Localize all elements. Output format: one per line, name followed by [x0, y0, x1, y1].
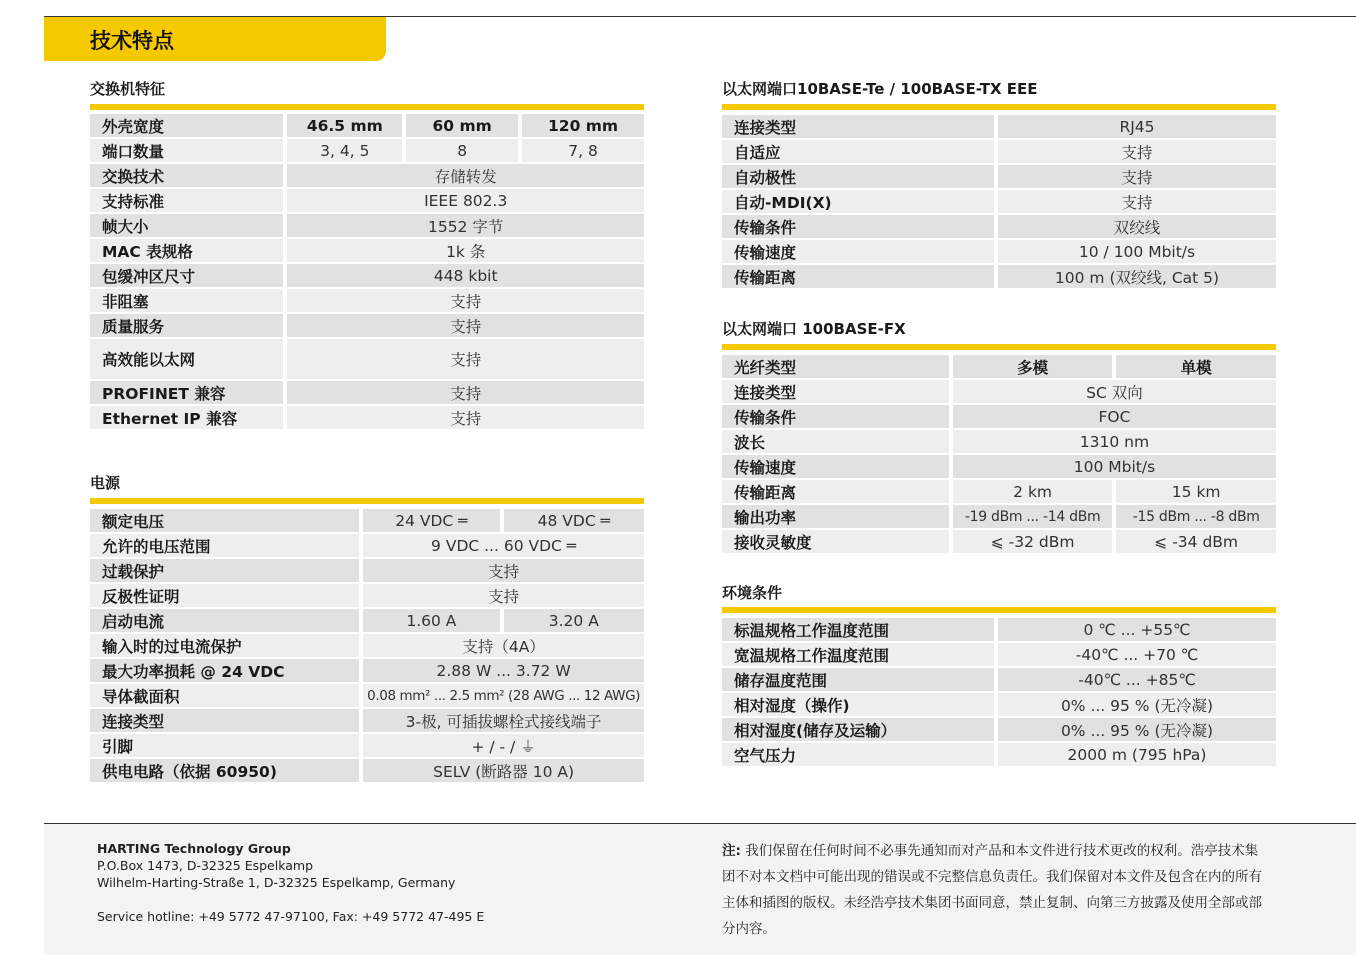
table-row [90, 406, 644, 429]
row-label: 外壳宽度 [90, 114, 283, 137]
row-value: 0% ... 95 % (无冷凝) [998, 718, 1276, 741]
switch-features-title: 交换机特征 [90, 80, 166, 98]
address-line-2: Wilhelm-Harting-Straße 1, D-32325 Espelkamp, Germany [97, 875, 456, 890]
table-row [90, 559, 644, 582]
row-value: 存储转发 [287, 164, 644, 187]
table-row [90, 189, 644, 212]
row-value: 支持 [287, 381, 644, 404]
table-row [722, 265, 1276, 288]
row-value: -40℃ ... +85℃ [998, 668, 1276, 691]
row-label: 标温规格工作温度范围 [722, 618, 994, 641]
row-value: 3-极, 可插拔螺栓式接线端子 [363, 709, 644, 732]
row-label: 相对湿度(储存及运输） [722, 718, 994, 741]
row-value: -19 dBm ... -14 dBm [953, 505, 1112, 528]
row-value: 支持 [998, 165, 1276, 188]
table-row [722, 668, 1276, 691]
row-value: 支持 [363, 559, 644, 582]
table-row [722, 618, 1276, 641]
table-row [90, 339, 644, 379]
table-row [722, 430, 1276, 453]
row-value: -15 dBm ... -8 dBm [1116, 505, 1276, 528]
row-value: 100 m (双绞线, Cat 5) [998, 265, 1276, 288]
ethernet-tx-table [718, 113, 1280, 290]
footer-contact [97, 840, 484, 925]
row-value: 9 VDC ... 60 VDC ═ [363, 534, 644, 557]
row-value: IEEE 802.3 [287, 189, 644, 212]
table-row [722, 380, 1276, 403]
row-value: SC 双向 [953, 380, 1276, 403]
row-label: 过载保护 [90, 559, 359, 582]
row-value: 支持 [998, 140, 1276, 163]
row-value: 3, 4, 5 [287, 139, 402, 162]
note-text: 我们保留在任何时间不必事先通知而对产品和本文件进行技术更改的权利。浩亭技术集团不对本文档中可能出现的错误或不完整信息负责任。我们保留对本文件及包含在内的所有主体和插图的版权。未经浩亭技术集团书面同意，禁止复制、向第三方披露及使用全部或部分内容。 [722, 843, 1262, 937]
table-row [90, 609, 644, 632]
row-value: 2 km [953, 480, 1112, 503]
row-label: 导体截面积 [90, 684, 359, 707]
row-label: 启动电流 [90, 609, 359, 632]
ethernet-fx-title: 以太网端口 100BASE-FX [722, 320, 906, 338]
environment-table [718, 616, 1280, 768]
table-row [90, 139, 644, 162]
table-row [722, 743, 1276, 766]
row-value: 2000 m (795 hPa) [998, 743, 1276, 766]
row-value: -40℃ ... +70 ℃ [998, 643, 1276, 666]
table-row [722, 530, 1276, 553]
row-value: 支持 [287, 339, 644, 379]
table-row [722, 355, 1276, 378]
table-row [90, 264, 644, 287]
row-label: 额定电压 [90, 509, 359, 532]
table-row [722, 718, 1276, 741]
table-row [90, 634, 644, 657]
table-row [90, 314, 644, 337]
row-value: 支持（4A） [363, 634, 644, 657]
row-label: MAC 表规格 [90, 239, 283, 262]
table-row [722, 480, 1276, 503]
row-value: 60 mm [406, 114, 518, 137]
table-row [90, 684, 644, 707]
address-line-1: P.O.Box 1473, D-32325 Espelkamp [97, 858, 314, 873]
table-row [90, 509, 644, 532]
row-label: 空气压力 [722, 743, 994, 766]
table-row [90, 584, 644, 607]
row-value: 1552 字节 [287, 214, 644, 237]
row-value: 支持 [363, 584, 644, 607]
table-row [722, 240, 1276, 263]
row-value: 0% ... 95 % (无冷凝) [998, 693, 1276, 716]
row-value: 100 Mbit/s [953, 455, 1276, 478]
row-value: 8 [406, 139, 518, 162]
ethernet-fx-table [718, 353, 1280, 555]
ethernet-tx-title: 以太网端口10BASE-Te / 100BASE-TX EEE [722, 80, 1038, 98]
row-value: 1k 条 [287, 239, 644, 262]
row-label: 传输距离 [722, 265, 994, 288]
row-label: 反极性证明 [90, 584, 359, 607]
row-label: PROFINET 兼容 [90, 381, 283, 404]
company-name: HARTING Technology Group [97, 841, 291, 856]
row-value: 46.5 mm [287, 114, 402, 137]
row-value: ⩽ -32 dBm [953, 530, 1112, 553]
row-value: 10 / 100 Mbit/s [998, 240, 1276, 263]
row-value: 支持 [287, 314, 644, 337]
table-row [90, 239, 644, 262]
table-row [90, 659, 644, 682]
table-row [722, 643, 1276, 666]
row-value: 7, 8 [522, 139, 644, 162]
environment-bar [722, 607, 1276, 613]
table-row [90, 534, 644, 557]
row-value: FOC [953, 405, 1276, 428]
table-row [90, 214, 644, 237]
ethernet-tx-bar [722, 104, 1276, 110]
row-value: 48 VDC ═ [504, 509, 644, 532]
row-value: 3.20 A [504, 609, 644, 632]
row-label: 输入时的过电流保护 [90, 634, 359, 657]
row-label: 供电电路（依据 60950) [90, 759, 359, 782]
row-label: 相对湿度（操作) [722, 693, 994, 716]
table-row [722, 405, 1276, 428]
row-label: 传输条件 [722, 215, 994, 238]
row-label: 连接类型 [90, 709, 359, 732]
table-row [722, 165, 1276, 188]
row-label: 接收灵敏度 [722, 530, 949, 553]
footer-note [722, 838, 1270, 942]
row-label: 输出功率 [722, 505, 949, 528]
row-label: 帧大小 [90, 214, 283, 237]
row-value: 0.08 mm² ... 2.5 mm² (28 AWG ... 12 AWG) [363, 684, 644, 707]
table-row [722, 140, 1276, 163]
row-label: 非阻塞 [90, 289, 283, 312]
row-value: 单模 [1116, 355, 1276, 378]
ethernet-fx-bar [722, 344, 1276, 350]
table-row [90, 114, 644, 137]
row-value: 多模 [953, 355, 1112, 378]
table-row [90, 164, 644, 187]
table-row [722, 215, 1276, 238]
table-row [722, 693, 1276, 716]
service-hotline: Service hotline: +49 5772 47-97100, Fax: +49 5772 47-495 E [97, 909, 485, 924]
row-label: 高效能以太网 [90, 339, 283, 379]
table-row [90, 289, 644, 312]
table-row [90, 759, 644, 782]
row-label: 传输距离 [722, 480, 949, 503]
row-value: ⩽ -34 dBm [1116, 530, 1276, 553]
row-label: 传输速度 [722, 455, 949, 478]
row-label: 波长 [722, 430, 949, 453]
table-row [722, 190, 1276, 213]
page-title: 技术特点 [90, 29, 174, 53]
power-title: 电源 [90, 474, 121, 492]
row-label: 自动-MDI(X) [722, 190, 994, 213]
row-value: 1.60 A [363, 609, 499, 632]
row-label: 质量服务 [90, 314, 283, 337]
power-table [86, 507, 648, 784]
row-value: RJ45 [998, 115, 1276, 138]
environment-title: 环境条件 [722, 584, 783, 602]
row-value: 双绞线 [998, 215, 1276, 238]
row-label: 支持标准 [90, 189, 283, 212]
row-value: SELV (断路器 10 A) [363, 759, 644, 782]
row-label: 引脚 [90, 734, 359, 757]
row-label: 允许的电压范围 [90, 534, 359, 557]
row-label: 连接类型 [722, 380, 949, 403]
table-row [722, 455, 1276, 478]
row-value: 1310 nm [953, 430, 1276, 453]
row-label: 宽温规格工作温度范围 [722, 643, 994, 666]
row-label: 传输条件 [722, 405, 949, 428]
table-row [90, 734, 644, 757]
row-value: 120 mm [522, 114, 644, 137]
row-label: 光纤类型 [722, 355, 949, 378]
row-label: 自适应 [722, 140, 994, 163]
row-value: 2.88 W ... 3.72 W [363, 659, 644, 682]
row-label: 端口数量 [90, 139, 283, 162]
row-label: 储存温度范围 [722, 668, 994, 691]
row-label: 交换技术 [90, 164, 283, 187]
row-value: 支持 [287, 406, 644, 429]
row-label: 传输速度 [722, 240, 994, 263]
row-value: 0 ℃ ... +55℃ [998, 618, 1276, 641]
table-row [722, 115, 1276, 138]
table-row [90, 381, 644, 404]
power-bar [90, 498, 644, 504]
row-value: 支持 [998, 190, 1276, 213]
row-value: 15 km [1116, 480, 1276, 503]
row-label: 连接类型 [722, 115, 994, 138]
table-row [90, 709, 644, 732]
row-label: 自动极性 [722, 165, 994, 188]
row-label: 包缓冲区尺寸 [90, 264, 283, 287]
row-value: 支持 [287, 289, 644, 312]
row-value: 448 kbit [287, 264, 644, 287]
switch-features-table [86, 112, 648, 431]
row-value: + / - / ⏚ [363, 734, 644, 757]
row-value: 24 VDC ═ [363, 509, 499, 532]
note-label: 注: [722, 843, 741, 859]
switch-features-bar [90, 104, 644, 110]
table-row [722, 505, 1276, 528]
row-label: Ethernet IP 兼容 [90, 406, 283, 429]
row-label: 最大功率损耗 @ 24 VDC [90, 659, 359, 682]
